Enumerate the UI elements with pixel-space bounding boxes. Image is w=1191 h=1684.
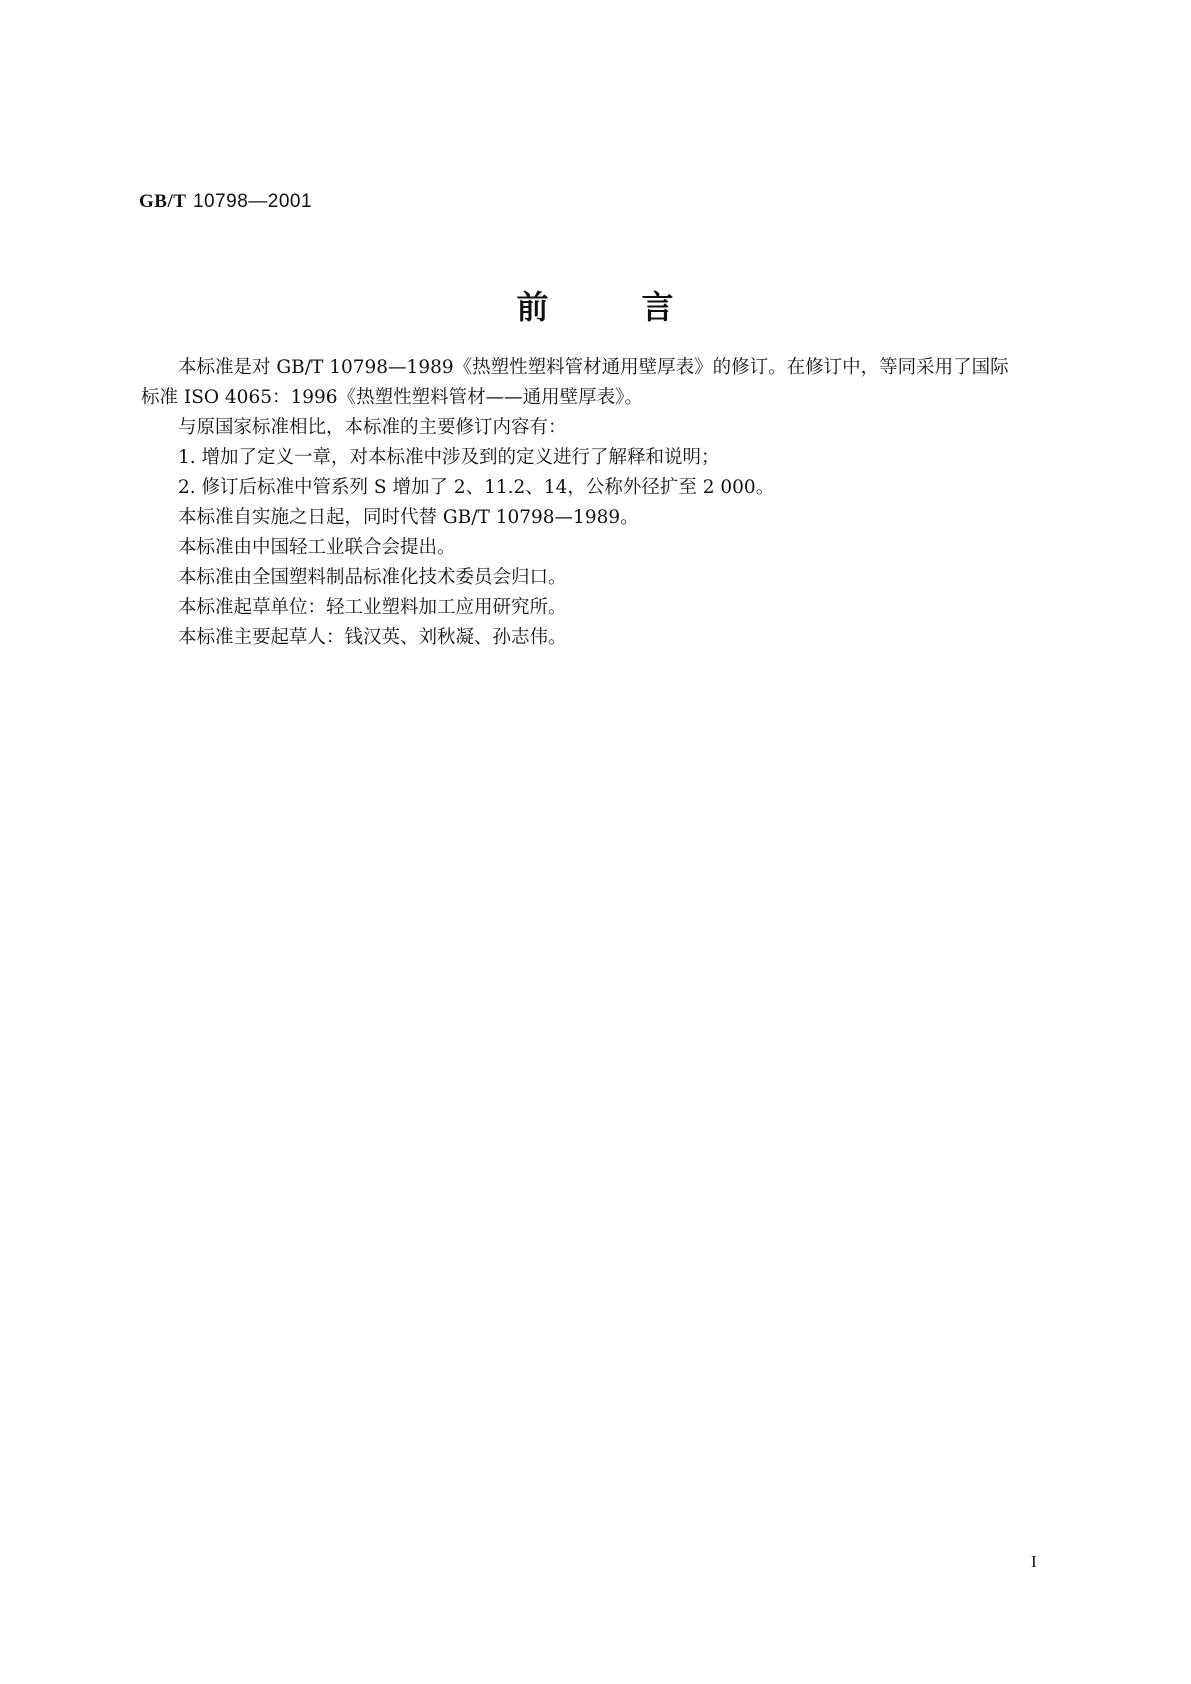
title-char-1: 前 bbox=[516, 288, 550, 326]
title-char-2: 言 bbox=[641, 288, 675, 326]
list-item-change-2: 2. 修订后标准中管系列 S 增加了 2、11.2、14，公称外径扩至 2 000。 bbox=[178, 477, 775, 498]
paragraph-replaces: 本标准自实施之日起，同时代替 GB/T 10798—1989。 bbox=[178, 507, 639, 528]
standard-number bbox=[139, 190, 312, 213]
paragraph-drafting-unit: 本标准起草单位：轻工业塑料加工应用研究所。 bbox=[178, 597, 567, 618]
paragraph-centralized-by: 本标准由全国塑料制品标准化技术委员会归口。 bbox=[178, 567, 567, 588]
paragraph-changes-intro: 与原国家标准相比，本标准的主要修订内容有： bbox=[178, 417, 567, 438]
list-item-change-1: 1. 增加了定义一章，对本标准中涉及到的定义进行了解释和说明； bbox=[178, 447, 720, 468]
page-number: I bbox=[1031, 1552, 1037, 1571]
standard-prefix: GB/T bbox=[139, 191, 187, 212]
paragraph-drafters: 本标准主要起草人：钱汉英、刘秋凝、孙志伟。 bbox=[178, 627, 567, 648]
page-title bbox=[0, 282, 1191, 328]
paragraph-proposed-by: 本标准由中国轻工业联合会提出。 bbox=[178, 537, 456, 558]
paragraph-revision: 本标准是对 GB/T 10798—1989《热塑性塑料管材通用壁厚表》的修订。在修订中，等同采用了国际 bbox=[178, 357, 1009, 378]
paragraph-revision-continued: 标准 ISO 4065：1996《热塑性塑料管材——通用壁厚表》。 bbox=[141, 387, 643, 408]
foreword-body bbox=[141, 353, 1069, 653]
standard-code: 10798—2001 bbox=[192, 191, 313, 212]
